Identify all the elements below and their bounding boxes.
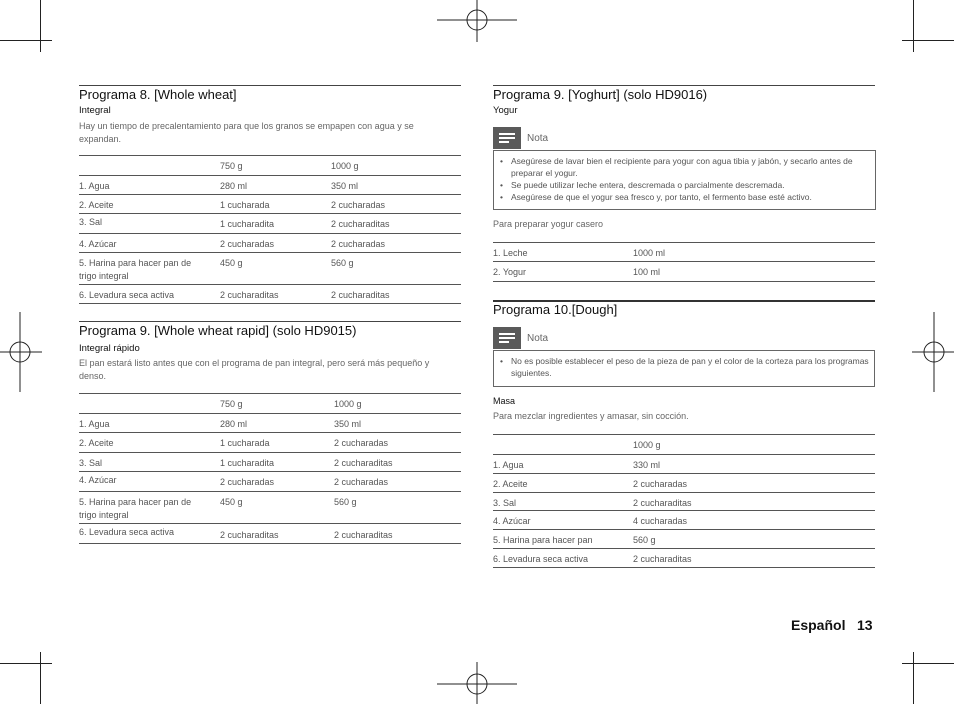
table-header-cell: 1000 g — [633, 440, 661, 450]
table-header-cell: 750 g — [220, 399, 243, 409]
amount-cell: 560 g — [331, 258, 354, 268]
table-header-row — [493, 435, 875, 455]
ingredient-cell: 6. Levadura seca activa — [79, 290, 175, 300]
recipe-table — [493, 242, 875, 282]
section-rule — [493, 85, 875, 86]
table-row — [79, 524, 461, 544]
ingredient-cell: 2. Aceite — [493, 479, 528, 489]
section-rule — [79, 85, 461, 86]
ingredient-cell: 3. Sal — [79, 217, 103, 227]
registration-mark-bottom — [437, 662, 517, 704]
registration-mark-top — [437, 0, 517, 42]
table-row — [79, 214, 461, 234]
amount-cell: 560 g — [633, 535, 656, 545]
table-row — [493, 455, 875, 474]
table-row — [79, 253, 461, 285]
table-row — [79, 285, 461, 304]
amount-cell: 330 ml — [633, 460, 661, 470]
note-item: • Se puede utilizar leche entera, descremada o parcialmente descremada. — [494, 179, 875, 191]
section-rule — [79, 321, 461, 322]
ingredient-cell: 3. Sal — [79, 458, 103, 468]
section-subtitle: Masa — [493, 396, 516, 406]
amount-cell: 350 ml — [331, 181, 359, 191]
table-row — [493, 474, 875, 493]
amount-cell: 2 cucharaditas — [331, 290, 390, 300]
ingredient-cell: 5. Harina para hacer pan de trigo integral — [79, 497, 192, 520]
note-item: • Asegúrese de lavar bien el recipiente para yogur con agua tibia y jabón, y secarlo antes de preparar el yogur. — [494, 155, 875, 179]
amount-cell: 2 cucharadas — [334, 477, 389, 487]
amount-cell: 1 cucharadita — [220, 458, 275, 468]
ingredient-cell: 1. Leche — [493, 248, 528, 258]
table-header-row — [79, 156, 461, 176]
ingredient-cell: 2. Yogur — [493, 267, 527, 277]
amount-cell: 2 cucharaditas — [220, 290, 279, 300]
table-row — [493, 530, 875, 549]
ingredient-cell: 6. Levadura seca activa — [79, 527, 175, 537]
ingredient-cell: 2. Aceite — [79, 200, 114, 210]
table-row — [79, 414, 461, 433]
amount-cell: 2 cucharaditas — [334, 458, 393, 468]
amount-cell: 560 g — [334, 497, 357, 507]
table-row — [79, 433, 461, 453]
note-header — [493, 127, 548, 149]
amount-cell: 2 cucharadas — [220, 239, 275, 249]
amount-cell: 450 g — [220, 497, 243, 507]
amount-cell: 1 cucharadita — [220, 219, 275, 229]
table-row — [493, 549, 875, 568]
amount-cell: 2 cucharaditas — [633, 554, 692, 564]
section-description: Hay un tiempo de precalentamiento para que los granos se empapen con agua y se expandan. — [79, 121, 414, 144]
table-row — [493, 243, 875, 262]
note-header — [493, 327, 548, 349]
note-box — [493, 350, 875, 387]
recipe-table — [79, 155, 461, 304]
ingredient-cell: 5. Harina para hacer pan — [493, 535, 593, 545]
section-description: El pan estará listo antes que con el programa de pan integral, pero será más pequeño y denso. — [79, 358, 430, 381]
section-heading: Programa 9. [Yoghurt] (solo HD9016) — [493, 87, 708, 102]
note-icon — [493, 327, 521, 349]
amount-cell: 350 ml — [334, 419, 362, 429]
amount-cell: 100 ml — [633, 267, 661, 277]
table-row — [79, 492, 461, 524]
note-icon — [493, 127, 521, 149]
ingredient-cell: 6. Levadura seca activa — [493, 554, 589, 564]
ingredient-cell: 1. Agua — [79, 419, 110, 429]
amount-cell: 2 cucharadas — [334, 438, 389, 448]
ingredient-cell: 2. Aceite — [79, 438, 114, 448]
table-header-cell: 1000 g — [331, 161, 359, 171]
table-header-cell: 750 g — [220, 161, 243, 171]
recipe-table — [79, 393, 461, 544]
amount-cell: 450 g — [220, 258, 243, 268]
ingredient-cell: 1. Agua — [493, 460, 524, 470]
table-header-row — [79, 394, 461, 414]
amount-cell: 280 ml — [220, 181, 248, 191]
amount-cell: 280 ml — [220, 419, 248, 429]
section-heading: Programa 8. [Whole wheat] — [79, 87, 237, 102]
ingredient-cell: 4. Azúcar — [79, 475, 117, 485]
amount-cell: 2 cucharadas — [633, 479, 688, 489]
table-row — [79, 453, 461, 472]
section-subtitle: Integral rápido — [79, 343, 140, 354]
amount-cell: 2 cucharadas — [220, 477, 275, 487]
page-number: 13 — [857, 617, 873, 633]
ingredient-cell: 4. Azúcar — [493, 516, 531, 526]
table-row — [79, 472, 461, 492]
amount-cell: 1000 ml — [633, 248, 666, 258]
table-row — [493, 262, 875, 282]
amount-cell: 2 cucharaditas — [633, 498, 692, 508]
registration-mark-right — [912, 312, 954, 392]
section-heading: Programa 10.[Dough] — [493, 302, 618, 317]
amount-cell: 2 cucharaditas — [331, 219, 390, 229]
table-header-cell: 1000 g — [334, 399, 362, 409]
section-intro: Para preparar yogur casero — [493, 219, 604, 229]
ingredient-cell: 3. Sal — [493, 498, 517, 508]
table-row — [79, 195, 461, 214]
note-item: • Asegúrese de que el yogur sea fresco y, por tanto, el fermento base esté activo. — [494, 191, 875, 203]
note-item: • No es posible establecer el peso de la pieza de pan y el color de la corteza para los programas siguientes. — [494, 355, 874, 379]
footer-language: Español — [791, 617, 846, 633]
amount-cell: 4 cucharadas — [633, 516, 688, 526]
note-label: Nota — [527, 332, 549, 344]
ingredient-cell: 5. Harina para hacer pan de trigo integral — [79, 258, 192, 281]
ingredient-cell: 4. Azúcar — [79, 239, 117, 249]
amount-cell: 2 cucharadas — [331, 239, 386, 249]
amount-cell: 2 cucharadas — [331, 200, 386, 210]
amount-cell: 1 cucharada — [220, 200, 270, 210]
table-row — [493, 511, 875, 530]
section-subtitle: Yogur — [493, 105, 518, 116]
section-subtitle: Integral — [79, 105, 111, 116]
recipe-table — [493, 434, 875, 568]
amount-cell: 2 cucharaditas — [220, 530, 279, 540]
note-label: Nota — [527, 132, 549, 144]
amount-cell: 1 cucharada — [220, 438, 270, 448]
amount-cell: 2 cucharaditas — [334, 530, 393, 540]
registration-mark-left — [0, 312, 42, 392]
section-description: Para mezclar ingredientes y amasar, sin cocción. — [493, 411, 689, 421]
note-box — [493, 150, 876, 210]
table-row — [79, 176, 461, 195]
ingredient-cell: 1. Agua — [79, 181, 110, 191]
table-row — [493, 493, 875, 511]
table-row — [79, 234, 461, 253]
section-heading: Programa 9. [Whole wheat rapid] (solo HD9015) — [79, 323, 357, 338]
